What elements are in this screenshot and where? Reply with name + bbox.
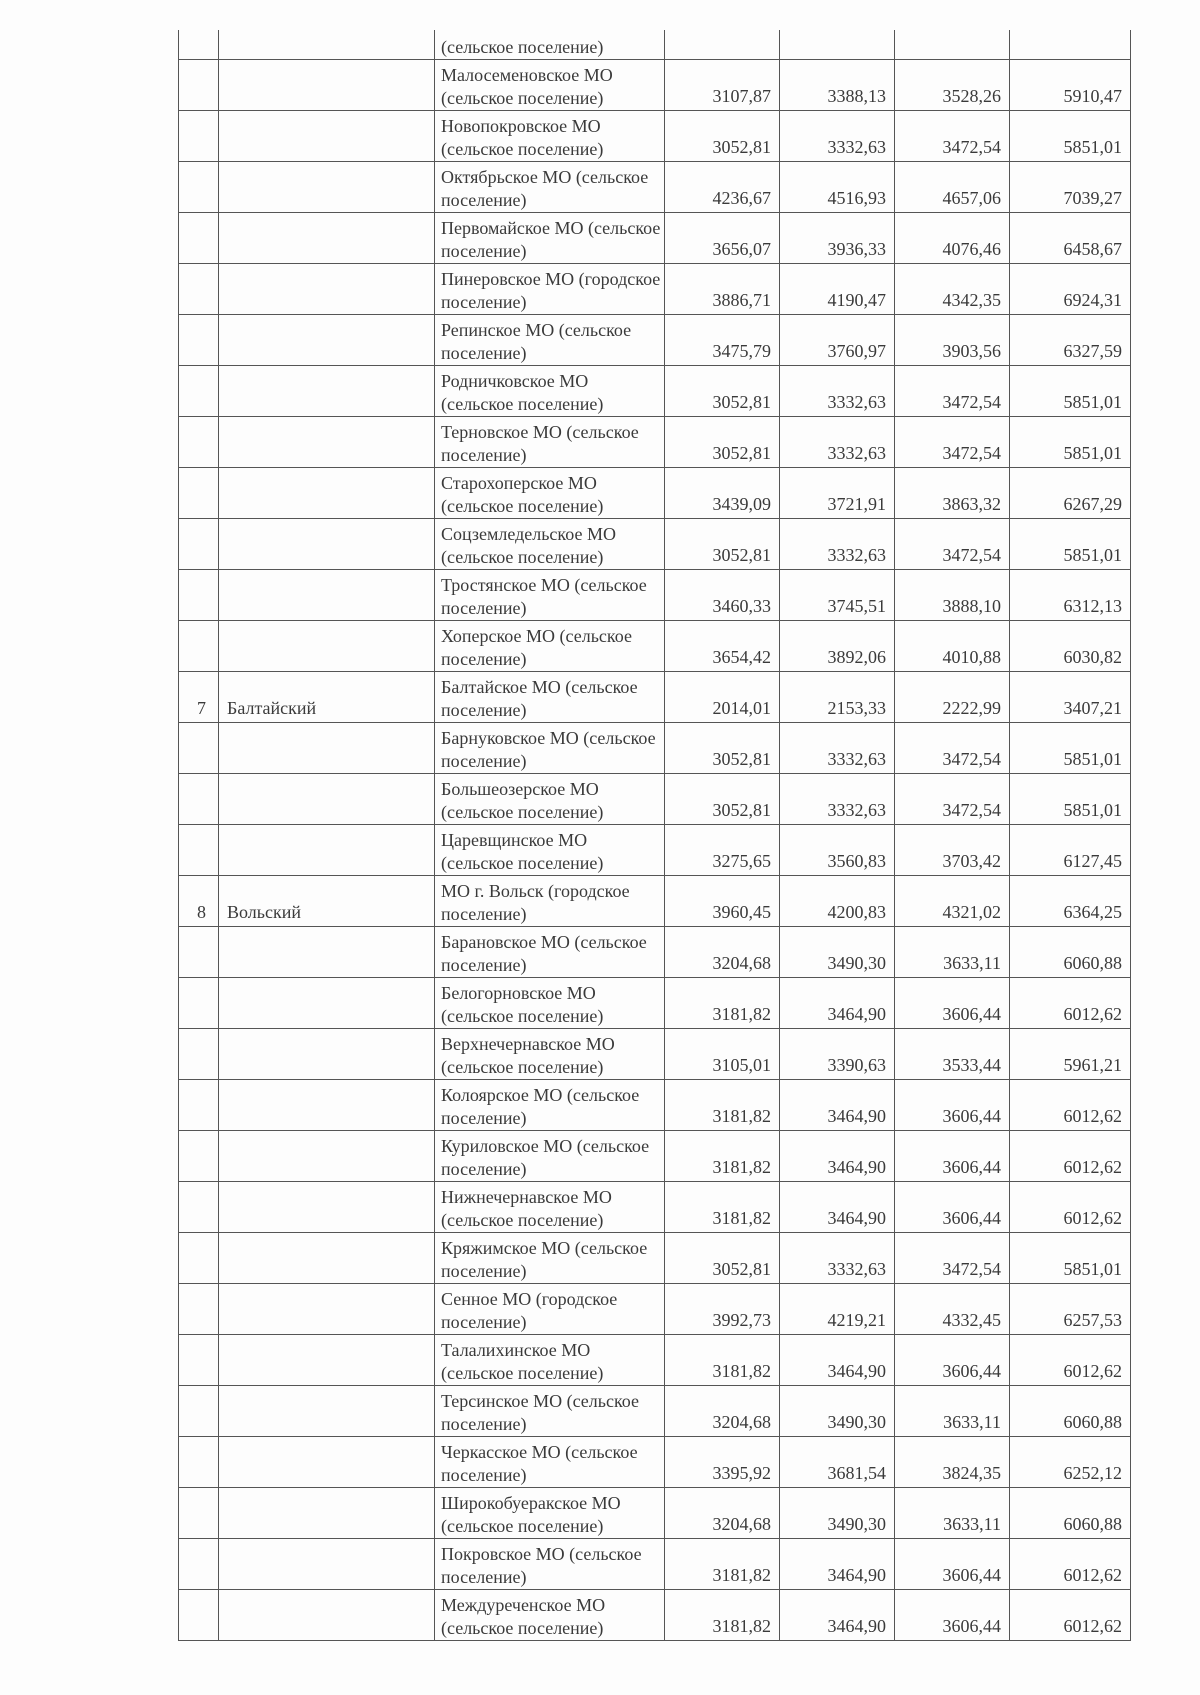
value-cell: 3464,90	[780, 1335, 895, 1386]
municipality-name: Терсинское МО (сельское поселение)	[435, 1386, 665, 1437]
value-cell: 3107,87	[665, 60, 780, 111]
district-name	[219, 978, 435, 1029]
row-number	[179, 417, 219, 468]
district-name: Балтайский	[219, 672, 435, 723]
row-number	[179, 1488, 219, 1539]
value-cell: 3332,63	[780, 1233, 895, 1284]
value-cell: 4342,35	[895, 264, 1010, 315]
value-cell: 2153,33	[780, 672, 895, 723]
row-number	[179, 1590, 219, 1641]
value-cell: 6327,59	[1010, 315, 1131, 366]
district-name	[219, 315, 435, 366]
value-cell: 5851,01	[1010, 519, 1131, 570]
value-cell: 3204,68	[665, 1386, 780, 1437]
value-cell: 3633,11	[895, 1488, 1010, 1539]
value-cell: 3390,63	[780, 1029, 895, 1080]
table-row	[179, 1233, 1131, 1284]
value-cell: 6060,88	[1010, 1488, 1131, 1539]
row-number	[179, 723, 219, 774]
value-cell: 3332,63	[780, 723, 895, 774]
municipality-name: МО г. Вольск (городское поселение)	[435, 876, 665, 927]
row-number	[179, 315, 219, 366]
table-row	[179, 1539, 1131, 1590]
value-cell: 3633,11	[895, 927, 1010, 978]
district-name: Вольский	[219, 876, 435, 927]
value-cell: 3464,90	[780, 978, 895, 1029]
municipality-name: Кряжимское МО (сельское поселение)	[435, 1233, 665, 1284]
value-cell: 3490,30	[780, 1488, 895, 1539]
district-name	[219, 1488, 435, 1539]
value-cell: 3464,90	[780, 1080, 895, 1131]
municipality-name: Талалихинское МО (сельское поселение)	[435, 1335, 665, 1386]
value-cell: 3560,83	[780, 825, 895, 876]
value-cell: 3407,21	[1010, 672, 1131, 723]
district-name	[219, 1335, 435, 1386]
value-cell: 3472,54	[895, 366, 1010, 417]
municipality-name: Соцземледельское МО (сельское поселение)	[435, 519, 665, 570]
value-cell	[895, 30, 1010, 60]
district-name	[219, 60, 435, 111]
value-cell: 3656,07	[665, 213, 780, 264]
row-number	[179, 1284, 219, 1335]
value-cell: 3275,65	[665, 825, 780, 876]
table-row	[179, 1437, 1131, 1488]
value-cell: 6924,31	[1010, 264, 1131, 315]
row-number	[179, 213, 219, 264]
value-cell	[665, 30, 780, 60]
value-cell: 6257,53	[1010, 1284, 1131, 1335]
municipality-name: Барановское МО (сельское поселение)	[435, 927, 665, 978]
value-cell: 6012,62	[1010, 978, 1131, 1029]
value-cell: 6012,62	[1010, 1080, 1131, 1131]
value-cell	[1010, 30, 1131, 60]
district-name	[219, 519, 435, 570]
municipality-name: Родничковское МО (сельское поселение)	[435, 366, 665, 417]
value-cell: 3395,92	[665, 1437, 780, 1488]
row-number	[179, 468, 219, 519]
district-name	[219, 1029, 435, 1080]
table-row	[179, 1590, 1131, 1641]
table-row	[179, 366, 1131, 417]
value-cell: 3181,82	[665, 1539, 780, 1590]
value-cell: 4010,88	[895, 621, 1010, 672]
value-cell: 2222,99	[895, 672, 1010, 723]
value-cell: 3606,44	[895, 1182, 1010, 1233]
table-row	[179, 162, 1131, 213]
table-row	[179, 570, 1131, 621]
district-name	[219, 213, 435, 264]
district-name	[219, 1182, 435, 1233]
value-cell: 5961,21	[1010, 1029, 1131, 1080]
row-number	[179, 519, 219, 570]
municipality-name: Пинеровское МО (городское поселение)	[435, 264, 665, 315]
value-cell: 2014,01	[665, 672, 780, 723]
table-row	[179, 1335, 1131, 1386]
value-cell: 3703,42	[895, 825, 1010, 876]
district-name	[219, 1080, 435, 1131]
value-cell: 3888,10	[895, 570, 1010, 621]
value-cell: 3052,81	[665, 366, 780, 417]
value-cell: 3332,63	[780, 111, 895, 162]
value-cell: 6458,67	[1010, 213, 1131, 264]
value-cell: 3824,35	[895, 1437, 1010, 1488]
row-number: 7	[179, 672, 219, 723]
value-cell: 3204,68	[665, 927, 780, 978]
value-cell: 6364,25	[1010, 876, 1131, 927]
value-cell: 3472,54	[895, 111, 1010, 162]
table-row	[179, 1131, 1131, 1182]
value-cell: 3181,82	[665, 1131, 780, 1182]
value-cell: 3490,30	[780, 927, 895, 978]
table-row-continued	[179, 30, 1131, 60]
value-cell	[780, 30, 895, 60]
table-row	[179, 672, 1131, 723]
value-cell: 3472,54	[895, 417, 1010, 468]
row-number	[179, 366, 219, 417]
table-row	[179, 825, 1131, 876]
value-cell: 3181,82	[665, 1182, 780, 1233]
value-cell: 6012,62	[1010, 1182, 1131, 1233]
value-cell: 3439,09	[665, 468, 780, 519]
value-cell: 4190,47	[780, 264, 895, 315]
value-cell: 3681,54	[780, 1437, 895, 1488]
value-cell: 3886,71	[665, 264, 780, 315]
value-cell: 3052,81	[665, 774, 780, 825]
table-row	[179, 1386, 1131, 1437]
value-cell: 3052,81	[665, 417, 780, 468]
value-cell: 3052,81	[665, 1233, 780, 1284]
municipality-name: Верхнечернавское МО (сельское поселение)	[435, 1029, 665, 1080]
municipality-name: Тростянское МО (сельское поселение)	[435, 570, 665, 621]
value-cell: 6060,88	[1010, 1386, 1131, 1437]
value-cell: 3181,82	[665, 978, 780, 1029]
row-number	[179, 1233, 219, 1284]
value-cell: 3760,97	[780, 315, 895, 366]
value-cell: 3472,54	[895, 723, 1010, 774]
district-name	[219, 468, 435, 519]
row-number	[179, 60, 219, 111]
value-cell: 3533,44	[895, 1029, 1010, 1080]
value-cell: 6060,88	[1010, 927, 1131, 978]
value-cell: 3960,45	[665, 876, 780, 927]
value-cell: 3464,90	[780, 1131, 895, 1182]
row-number	[179, 1437, 219, 1488]
value-cell: 6030,82	[1010, 621, 1131, 672]
value-cell: 6312,13	[1010, 570, 1131, 621]
table-row	[179, 927, 1131, 978]
value-cell: 3528,26	[895, 60, 1010, 111]
value-cell: 3892,06	[780, 621, 895, 672]
value-cell: 3332,63	[780, 519, 895, 570]
value-cell: 3606,44	[895, 978, 1010, 1029]
municipality-name: Новопокровское МО (сельское поселение)	[435, 111, 665, 162]
value-cell: 3052,81	[665, 519, 780, 570]
value-cell: 4332,45	[895, 1284, 1010, 1335]
table-row	[179, 1284, 1131, 1335]
table-row	[179, 1488, 1131, 1539]
district-name	[219, 570, 435, 621]
municipality-name: Первомайское МО (сельское поселение)	[435, 213, 665, 264]
value-cell: 3472,54	[895, 519, 1010, 570]
row-number	[179, 927, 219, 978]
value-cell: 3464,90	[780, 1539, 895, 1590]
value-cell: 3721,91	[780, 468, 895, 519]
table-row	[179, 468, 1131, 519]
table-row	[179, 417, 1131, 468]
row-number	[179, 1386, 219, 1437]
district-name	[219, 30, 435, 60]
value-cell: 3863,32	[895, 468, 1010, 519]
row-number	[179, 1335, 219, 1386]
table-row	[179, 774, 1131, 825]
value-cell: 7039,27	[1010, 162, 1131, 213]
district-name	[219, 1233, 435, 1284]
value-cell: 3052,81	[665, 111, 780, 162]
table-row	[179, 1080, 1131, 1131]
row-number	[179, 1080, 219, 1131]
value-cell: 3204,68	[665, 1488, 780, 1539]
district-name	[219, 264, 435, 315]
municipality-name: Старохоперское МО (сельское поселение)	[435, 468, 665, 519]
municipality-name: (сельское поселение)	[435, 30, 665, 60]
municipality-name: Малосеменовское МО (сельское поселение)	[435, 60, 665, 111]
value-cell: 5851,01	[1010, 366, 1131, 417]
table-row	[179, 1029, 1131, 1080]
table-body	[179, 30, 1131, 1641]
value-cell: 3745,51	[780, 570, 895, 621]
row-number: 8	[179, 876, 219, 927]
district-name	[219, 111, 435, 162]
district-name	[219, 774, 435, 825]
district-name	[219, 162, 435, 213]
municipality-name: Черкасское МО (сельское поселение)	[435, 1437, 665, 1488]
table-row	[179, 60, 1131, 111]
value-cell: 3181,82	[665, 1080, 780, 1131]
municipality-name: Балтайское МО (сельское поселение)	[435, 672, 665, 723]
value-cell: 4200,83	[780, 876, 895, 927]
municipality-name: Октябрьское МО (сельское поселение)	[435, 162, 665, 213]
municipality-name: Большеозерское МО (сельское поселение)	[435, 774, 665, 825]
row-number	[179, 825, 219, 876]
district-name	[219, 1284, 435, 1335]
row-number	[179, 162, 219, 213]
value-cell: 6127,45	[1010, 825, 1131, 876]
municipality-name: Белогорновское МО (сельское поселение)	[435, 978, 665, 1029]
value-cell: 5851,01	[1010, 723, 1131, 774]
value-cell: 6252,12	[1010, 1437, 1131, 1488]
value-cell: 3464,90	[780, 1182, 895, 1233]
value-cell: 3388,13	[780, 60, 895, 111]
table-row	[179, 264, 1131, 315]
row-number	[179, 1029, 219, 1080]
municipality-name: Барнуковское МО (сельское поселение)	[435, 723, 665, 774]
table-row	[179, 1182, 1131, 1233]
value-cell: 5851,01	[1010, 774, 1131, 825]
municipality-name: Покровское МО (сельское поселение)	[435, 1539, 665, 1590]
value-cell: 3606,44	[895, 1335, 1010, 1386]
row-number	[179, 621, 219, 672]
value-cell: 4321,02	[895, 876, 1010, 927]
value-cell: 5851,01	[1010, 1233, 1131, 1284]
value-cell: 6267,29	[1010, 468, 1131, 519]
district-name	[219, 723, 435, 774]
value-cell: 6012,62	[1010, 1590, 1131, 1641]
district-name	[219, 366, 435, 417]
value-cell: 4236,67	[665, 162, 780, 213]
district-name	[219, 1437, 435, 1488]
table-row	[179, 213, 1131, 264]
value-cell: 3654,42	[665, 621, 780, 672]
value-cell: 3490,30	[780, 1386, 895, 1437]
table-row	[179, 519, 1131, 570]
value-cell: 3332,63	[780, 774, 895, 825]
row-number	[179, 570, 219, 621]
district-name	[219, 1131, 435, 1182]
value-cell: 3181,82	[665, 1335, 780, 1386]
district-name	[219, 1386, 435, 1437]
value-cell: 3472,54	[895, 774, 1010, 825]
value-cell: 3460,33	[665, 570, 780, 621]
municipality-name: Царевщинское МО (сельское поселение)	[435, 825, 665, 876]
value-cell: 3903,56	[895, 315, 1010, 366]
row-number	[179, 1539, 219, 1590]
municipality-name: Колоярское МО (сельское поселение)	[435, 1080, 665, 1131]
value-cell: 4657,06	[895, 162, 1010, 213]
row-number	[179, 30, 219, 60]
row-number	[179, 978, 219, 1029]
district-name	[219, 417, 435, 468]
row-number	[179, 1131, 219, 1182]
district-name	[219, 1590, 435, 1641]
value-cell: 4516,93	[780, 162, 895, 213]
table-row	[179, 315, 1131, 366]
value-cell: 3181,82	[665, 1590, 780, 1641]
district-name	[219, 927, 435, 978]
value-cell: 3332,63	[780, 417, 895, 468]
value-cell: 5851,01	[1010, 111, 1131, 162]
value-cell: 4076,46	[895, 213, 1010, 264]
value-cell: 3052,81	[665, 723, 780, 774]
table-row	[179, 876, 1131, 927]
value-cell: 3475,79	[665, 315, 780, 366]
value-cell: 3606,44	[895, 1080, 1010, 1131]
tariff-table	[178, 30, 1131, 1641]
municipality-name: Широкобуеракское МО (сельское поселение)	[435, 1488, 665, 1539]
district-name	[219, 621, 435, 672]
value-cell: 3472,54	[895, 1233, 1010, 1284]
row-number	[179, 1182, 219, 1233]
municipality-name: Репинское МО (сельское поселение)	[435, 315, 665, 366]
district-name	[219, 825, 435, 876]
value-cell: 5910,47	[1010, 60, 1131, 111]
value-cell: 3332,63	[780, 366, 895, 417]
value-cell: 6012,62	[1010, 1131, 1131, 1182]
value-cell: 3992,73	[665, 1284, 780, 1335]
value-cell: 3936,33	[780, 213, 895, 264]
table-row	[179, 723, 1131, 774]
value-cell: 3606,44	[895, 1590, 1010, 1641]
district-name	[219, 1539, 435, 1590]
municipality-name: Куриловское МО (сельское поселение)	[435, 1131, 665, 1182]
municipality-name: Сенное МО (городское поселение)	[435, 1284, 665, 1335]
municipality-name: Хоперское МО (сельское поселение)	[435, 621, 665, 672]
municipality-name: Нижнечернавское МО (сельское поселение)	[435, 1182, 665, 1233]
table-row	[179, 111, 1131, 162]
value-cell: 3606,44	[895, 1539, 1010, 1590]
municipality-name: Междуреченское МО (сельское поселение)	[435, 1590, 665, 1641]
municipality-name: Терновское МО (сельское поселение)	[435, 417, 665, 468]
table-row	[179, 978, 1131, 1029]
value-cell: 3105,01	[665, 1029, 780, 1080]
value-cell: 3606,44	[895, 1131, 1010, 1182]
row-number	[179, 111, 219, 162]
value-cell: 4219,21	[780, 1284, 895, 1335]
value-cell: 3464,90	[780, 1590, 895, 1641]
value-cell: 5851,01	[1010, 417, 1131, 468]
value-cell: 6012,62	[1010, 1335, 1131, 1386]
table-row	[179, 621, 1131, 672]
row-number	[179, 264, 219, 315]
value-cell: 6012,62	[1010, 1539, 1131, 1590]
row-number	[179, 774, 219, 825]
value-cell: 3633,11	[895, 1386, 1010, 1437]
